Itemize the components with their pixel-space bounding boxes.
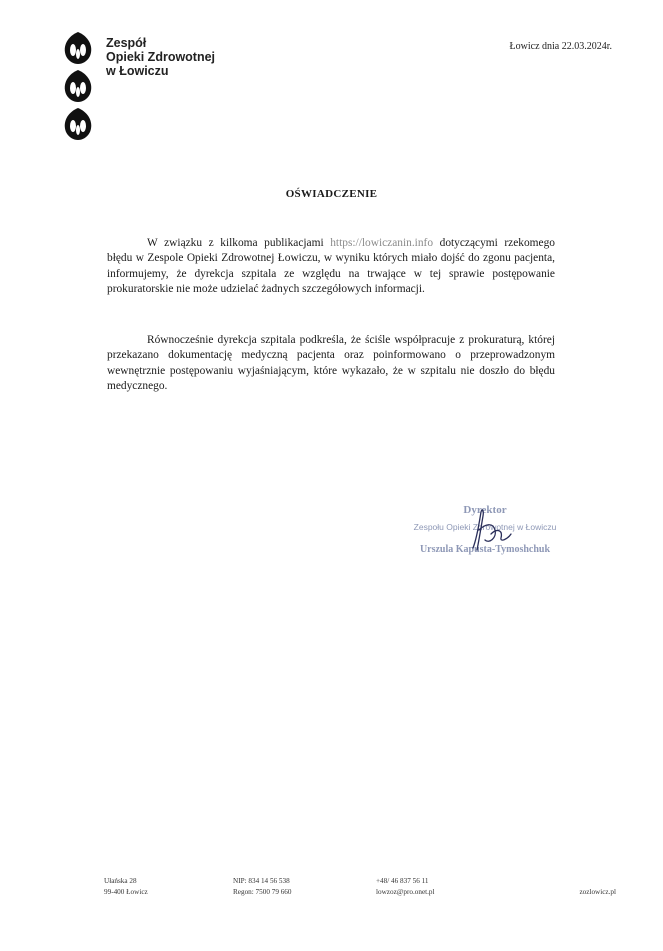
logo-line-2: Opieki Zdrowotnej — [106, 50, 216, 64]
footer-city: 99-400 Łowicz — [104, 888, 148, 896]
lowiczanin-link[interactable]: https://lowiczanin.info — [330, 237, 434, 249]
logo-line-1: Zespół — [106, 36, 147, 50]
footer-street: Ułańska 28 — [104, 877, 137, 885]
stamp-org: Zespołu Opieki Zdrowotnej w Łowiczu — [413, 522, 557, 532]
footer-contact — [376, 876, 435, 898]
paragraph-2 — [107, 333, 555, 395]
paragraph-2-text: Równocześnie dyrekcja szpitala podkreśla, że ściśle współpracuje z prokuraturą, której przekazano dokumentację medyczną pacjenta oraz poinformowano o przeprowadzonym wewnętrznie postępowaniu wyjaśniającym, które wykazało, że w szpitalu nie doszło do błędu medycznego. — [107, 334, 555, 393]
hospital-logo — [60, 30, 216, 142]
paragraph-1-rest: dotyczącymi rzekomego błędu w Zespole Opieki Zdrowotnej Łowiczu, w wyniku których miało dojść do zgonu pacjenta, informujemy, że dyrekcja szpitala ze względu na trwające w tej sprawie postępowanie prokuratorskie nie może udzielać żadnych szczegółowych informacji. — [107, 237, 555, 296]
document-title: OŚWIADCZENIE — [285, 188, 378, 200]
footer-email[interactable]: lowzoz@pro.onet.pl — [376, 888, 435, 896]
footer-address — [104, 876, 148, 898]
stamp-name: Urszula Kapusta-Tymoshchuk — [419, 544, 551, 555]
footer-website[interactable]: zozlowicz.pl — [579, 888, 616, 896]
footer-nip: NIP: 834 14 56 538 — [233, 877, 290, 885]
logo-text — [106, 36, 215, 78]
footer-phone: +48/ 46 837 56 11 — [376, 877, 429, 885]
paragraph-1 — [107, 236, 555, 298]
stamp-role: Dyrektor — [463, 504, 507, 516]
document-date: Łowicz dnia 22.03.2024r. — [509, 41, 612, 52]
logo-flame-icon — [60, 30, 96, 142]
paragraph-1-start: W związku z kilkoma publikacjami — [147, 237, 331, 249]
handwritten-signature — [455, 500, 525, 560]
footer-registry — [233, 876, 292, 898]
logo-line-3: w Łowiczu — [106, 64, 169, 78]
footer-regon: Regon: 7500 79 660 — [233, 888, 292, 896]
